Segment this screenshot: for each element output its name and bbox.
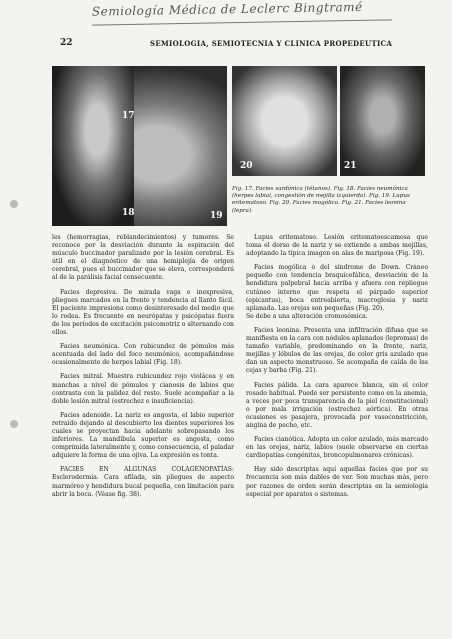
right-column <box>246 234 428 505</box>
figure-photo-20 <box>232 66 337 176</box>
figure-photo-21 <box>340 66 425 176</box>
figure-caption: Fig. 17. Facies sardónica (tétanos). Fig. 18. Facies neumónica (herpes labial, congestión de mejilla izquierda). Fig. 19. Lupus eritematoso. Fig. 20. Facies mogólica. Fig. 21. Facies leonina (lepra). <box>232 186 410 214</box>
paragraph: Facies mogólica o del síndrome de Down. Cráneo pequeño con tendencia braquicefálica, desviación de la hendidura palpebral hacia arriba y afuera con repliegue cutáneo interno que respeta el párpado superior (epicantus), boca entreabierta, macroglosia y nariz aplanada. Las orejas son pequeñas (Fig. 20). Se debe a una alteración cromosómica. <box>246 264 428 320</box>
paragraph: Facies leonina. Presenta una infiltración difusa que se manifiesta en la cara con nódulos aplanados (lepromas) de tamaño variable, predominando en la frente, nariz, mejillas y lóbulos de las orejas, de color gris azulado que dan un aspecto monstruoso. Se acompaña de caída de las cejas y barba (Fig. 21). <box>246 326 428 375</box>
paragraph: Facies neumónica. Con rubicundez de pómulos más acentuada del lado del foco neumónico, acompañándose ocasionalmente de herpes labial (Fig. 18). <box>52 343 234 367</box>
left-column <box>52 234 234 505</box>
figure-label-19: 19 <box>210 211 223 221</box>
figure-label-20: 20 <box>240 161 253 171</box>
paragraph: Facies mitral. Muestra rubicundez rojo violácea y en manchas a nivel de pómulos y cianosis de labios que contrasta con la palidez del resto. Suele acompañar a la doble lesión mitral (estrechez e insuficiencia). <box>52 373 234 405</box>
paragraph: Lupus eritematoso. Lesión eritematoescamosa que toma el dorso de la nariz y se extiende a ambas mejillas, adoptando la típica imagen en alas de mariposa (Fig. 19). <box>246 234 428 258</box>
running-head: SEMIOLOGIA, SEMIOTECNIA Y CLINICA PROPEDEUTICA <box>150 39 393 48</box>
binder-hole <box>10 200 18 208</box>
handwritten-note: Semiología Médica de Leclerc Bingtramé <box>92 0 392 26</box>
paragraph: Hay sido descriptas aquí aquellas facies que por su frecuencia son más dables de ver. Son muchas más, pero por razones de orden serán descriptas en la semiología especial por aparatos o sistemas. <box>246 466 428 498</box>
page-number: 22 <box>60 38 73 48</box>
paragraph: Facies cianótica. Adopta un color azulado, más marcado en las orejas, nariz, labios (suele observarse en ciertas cardiopatías congénitas, broncopulmonares crónicas). <box>246 436 428 460</box>
paragraph: FACIES EN ALGUNAS COLAGENOPATÍAS: Esclerodermia. Cara afilada, sin pliegues de aspecto marmóreo y hendidura bucal pequeña, con limitación para abrir la boca. (Véase fig. 38). <box>52 466 234 498</box>
binder-hole <box>10 420 18 428</box>
figure-photo-17-18 <box>52 66 227 226</box>
figure-label-18: 18 <box>122 208 135 218</box>
figure-label-21: 21 <box>344 161 357 171</box>
paragraph: Facies adenoide. La nariz es angosta, el labio superior retraído dejando al descubierto los dientes superiores los cuales se proyectan hacia adelante sobrepasando los inferiores. La mandíbula superior es angosta, como comprimida lateralmente y, como consecuencia, el paladar adquiere la forma de una ojiva. La expresión es tonta. <box>52 411 234 460</box>
figure-photo-17 <box>52 66 134 226</box>
paragraph: Facies pálida. La cara aparece blanca, sin el color rosado habitual. Puede ser persistente como en la anemia, a veces por poca transparencia de la piel (constitucional) o por mala irrigación (estrechez aórtica). En otras ocasiones es pasajera, provocada por vasoconstricción, angina de pecho, etc. <box>246 381 428 429</box>
paragraph: les (hemorragias, reblandecimientos) y tumores. Se reconoce por la desviación durante la espiración del músculo buccinador paralizado por la lesión cerebral. Es útil en el diagnóstico de una hemiplejía de origen cerebral, pues el buccinador que se eleva, corresponderá al de la parálisis facial consecuente. <box>52 234 234 282</box>
figure-label-17: 17 <box>122 111 135 121</box>
paragraph: Facies depresiva. De mirada vaga e inexpresiva, pliegues marcados en la frente y tendencia al llanto fácil. El paciente impresiona como desinteresado del medio que lo rodea. Es frecuente en neurópatas y psicópatas fuera de los períodos de excitación psicomotriz o alternando con ellos. <box>52 288 234 337</box>
